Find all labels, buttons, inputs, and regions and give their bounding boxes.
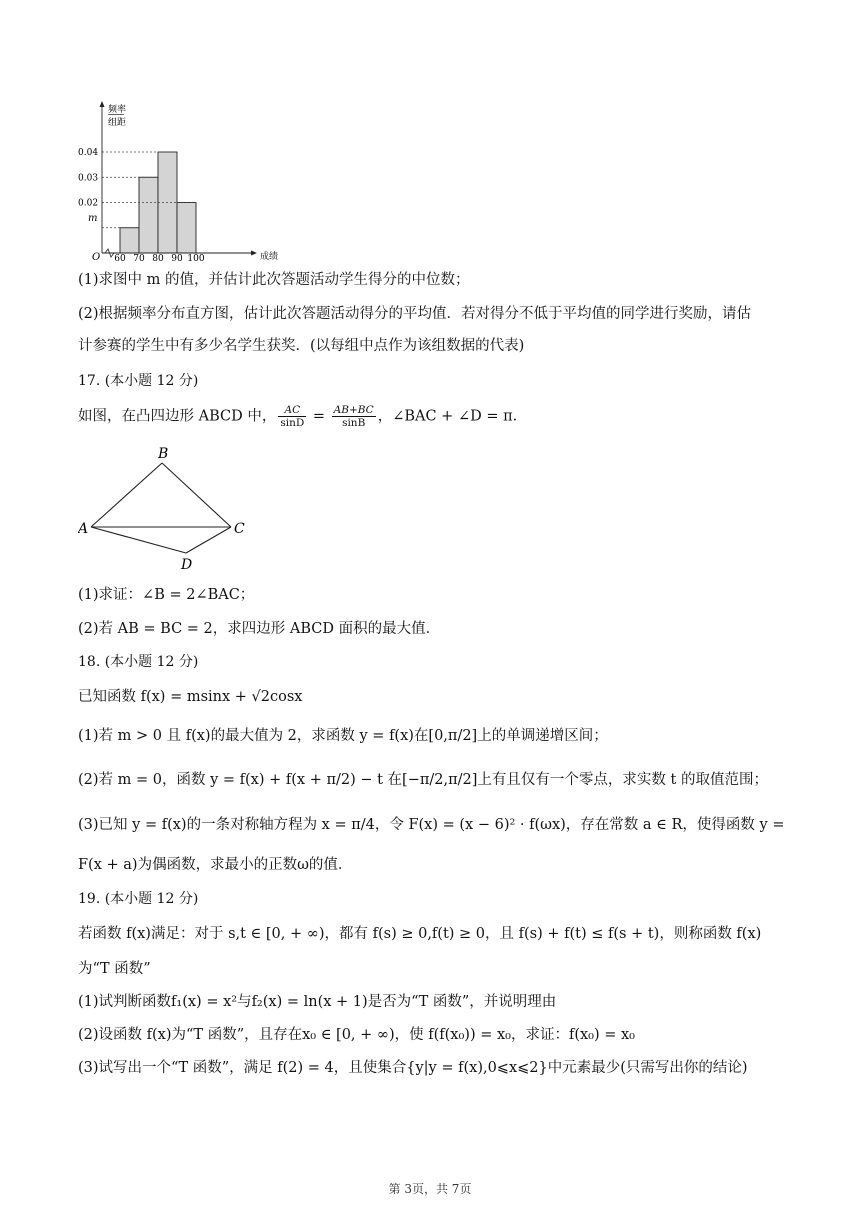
vertex-b-label: B (158, 446, 169, 462)
y-axis-arrow-icon (100, 101, 105, 107)
q19-part1: (1)试判断函数f₁(x) = x²与f₂(x) = ln(x + 1)是否为“T 函数”，并说明理由 (78, 994, 557, 1010)
q19-part2: (2)设函数 f(x)为“T 函数”，且存在x₀ ∈ [0, + ∞)，使 f(f(x₀)) = x₀，求证：f(x₀) = x₀ (78, 1027, 635, 1043)
q18-part3-line1: (3)已知 y = f(x)的一条对称轴方程为 x = π/4，令 F(x) = (x − 6)² · f(ωx)，存在常数 a ∈ R，使得函数 y = (78, 817, 785, 833)
q17-stem-text: 如图，在凸四边形 ABCD 中， (78, 408, 277, 425)
q18-part2: (2)若 m = 0，函数 y = f(x) + f(x + π/2) − t 在[−π/2,π/2]上有且仅有一个零点，求实数 t 的取值范围； (78, 772, 768, 788)
x-axis-arrow-icon (251, 251, 257, 256)
histogram-y-tick-label: 0.03 (78, 173, 99, 184)
histogram-bar (139, 177, 158, 253)
q18-part3-line2: F(x + a)为偶函数，求最小的正数ω的值． (78, 857, 353, 873)
histogram-x-tick-label: 80 (152, 254, 164, 264)
histogram-y-tick-label: 0.04 (78, 148, 99, 158)
q18-heading: 18. (本小题 12 分) (78, 654, 199, 670)
frac2-den: sinB (342, 417, 366, 429)
q19-stem-line1: 若函数 f(x)满足：对于 s,t ∈ [0, + ∞)，都有 f(s) ≥ 0,f(t) ≥ 0，且 f(s) + f(t) ≤ f(s + t)，则称函数 f(x) (78, 926, 762, 942)
q17-stem: 如图，在凸四边形 ABCD 中， $\frac{AC}{\sin D}$ = $\frac{AB+BC}{\sin B}$ ，∠BAC + ∠D = π. (78, 404, 518, 429)
q19-heading: 19. (本小题 12 分) (78, 891, 199, 907)
histogram-y-tick-label: 0.02 (78, 198, 99, 209)
vertex-d-label: D (181, 557, 193, 572)
vertex-c-label: C (234, 521, 245, 537)
q16-part2-line2: 计参赛的学生中有多少名学生获奖．(以每组中点作为该组数据的代表) (78, 338, 525, 354)
frac1-den: sinD (280, 417, 305, 429)
fraction-ab-bc-sinb (332, 404, 376, 429)
histogram-x-tick-label: 100 (187, 254, 205, 264)
q17-part2: (2)若 AB = BC = 2，求四边形 ABCD 面积的最大值． (78, 621, 441, 637)
histogram-x-tick-label: 70 (133, 254, 145, 264)
q17-stem-tail: ，∠BAC + ∠D = π. (377, 408, 518, 425)
histogram-ylabel-top: 频率 (108, 105, 127, 115)
histogram-x-tick-label: 90 (171, 254, 183, 264)
fraction-ac-sind (278, 404, 306, 429)
q17-part1: (1)求证：∠B = 2∠BAC； (78, 587, 255, 603)
histogram-bar (177, 203, 196, 254)
histogram-ylabel-bottom: 组距 (108, 118, 127, 128)
histogram-x-tick-labels (114, 254, 205, 264)
q19-part3: (3)试写出一个“T 函数”，满足 f(2) = 4，且使集合{y|y = f(x),0⩽x⩽2}中元素最少(只需写出你的结论) (78, 1060, 748, 1076)
vertex-a-label: A (78, 521, 89, 537)
quadrilateral-figure (78, 442, 268, 572)
histogram-x-tick-label: 60 (114, 254, 126, 264)
q18-part1: (1)若 m > 0 且 f(x)的最大值为 2，求函数 y = f(x)在[0,π/2]上的单调递增区间； (78, 728, 608, 744)
frac2-num: AB+BC (333, 404, 374, 416)
histogram-y-tick-labels (78, 148, 98, 209)
frac1-num: AC (278, 404, 306, 417)
histogram-bar (120, 228, 139, 253)
q19-stem-line2: 为“T 函数” (78, 961, 151, 977)
histogram-m-label: m (88, 213, 98, 224)
q16-part1: (1)求图中 m 的值，并估计此次答题活动学生得分的中位数； (78, 272, 470, 288)
q16-part2-line1: (2)根据频率分布直方图，估计此次答题活动得分的平均值．若对得分不低于平均值的同学进行奖励，请估 (78, 306, 752, 322)
histogram-figure (78, 100, 308, 265)
histogram-origin: O (92, 252, 101, 263)
q17-heading: 17. (本小题 12 分) (78, 373, 199, 389)
q18-stem: 已知函数 f(x) = msinx + √2cosx (78, 689, 303, 705)
page-footer: 第 3页，共 7页 (388, 1182, 472, 1196)
histogram-xlabel: 成绩 (260, 252, 279, 262)
